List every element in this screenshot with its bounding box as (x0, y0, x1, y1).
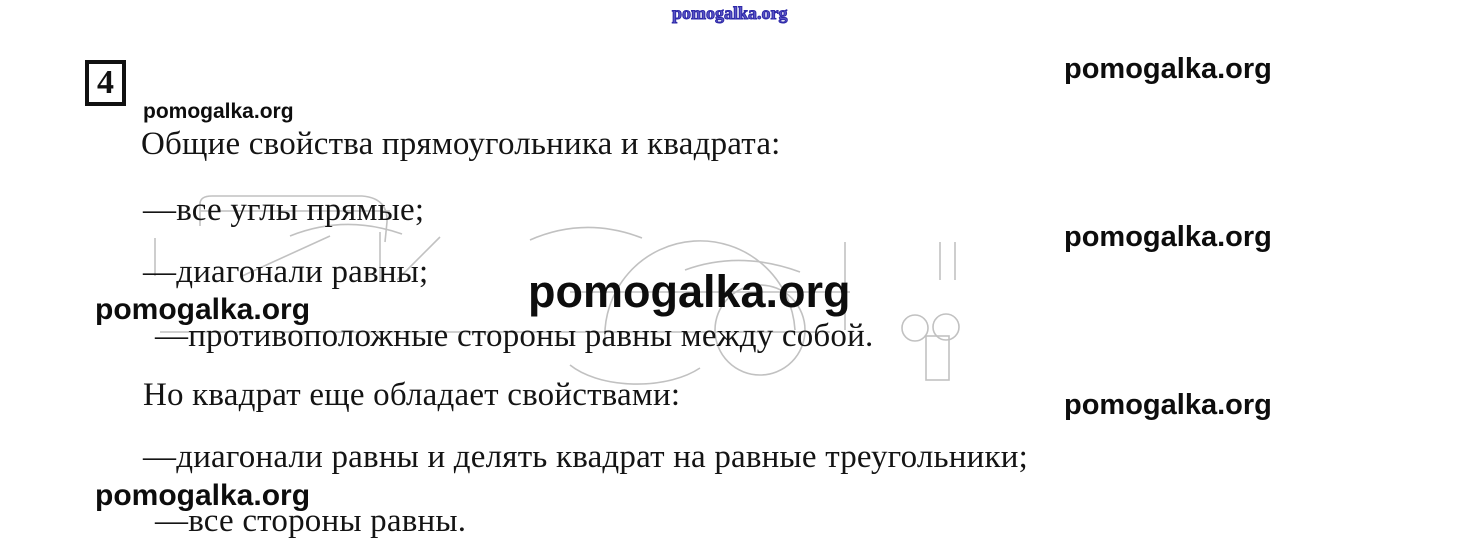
watermark-lower-right: pomogalka.org (1064, 389, 1272, 421)
watermark-top-center: pomogalka.org (672, 3, 788, 23)
square-property-2: —все стороны равны. (155, 503, 467, 539)
common-property-1: —все углы прямые; (143, 192, 425, 228)
common-property-2: —диагонали равны; (143, 254, 429, 290)
square-property-1: —диагонали равны и делять квадрат на равные треугольники; (143, 439, 1028, 475)
sketch-small-rect (926, 336, 949, 380)
answer-heading: Общие свойства прямоугольника и квадрата: (141, 126, 781, 162)
watermark-center-large: pomogalka.org (528, 266, 851, 317)
common-property-3: —противоположные стороны равны между собой. (155, 318, 874, 354)
watermark-mid-right: pomogalka.org (1064, 221, 1272, 253)
sketch-circle (902, 315, 928, 341)
watermark-under-number: pomogalka.org (143, 100, 294, 123)
watermark-mid-left: pomogalka.org (95, 293, 311, 326)
watermark-bottom-left: pomogalka.org (95, 479, 311, 512)
problem-number: 4 (97, 64, 114, 101)
problem-number-box (85, 60, 126, 106)
watermark-top-right: pomogalka.org (1064, 53, 1272, 85)
sketch-arc (530, 227, 642, 240)
answer-subheading: Но квадрат еще обладает свойствами: (143, 377, 681, 413)
